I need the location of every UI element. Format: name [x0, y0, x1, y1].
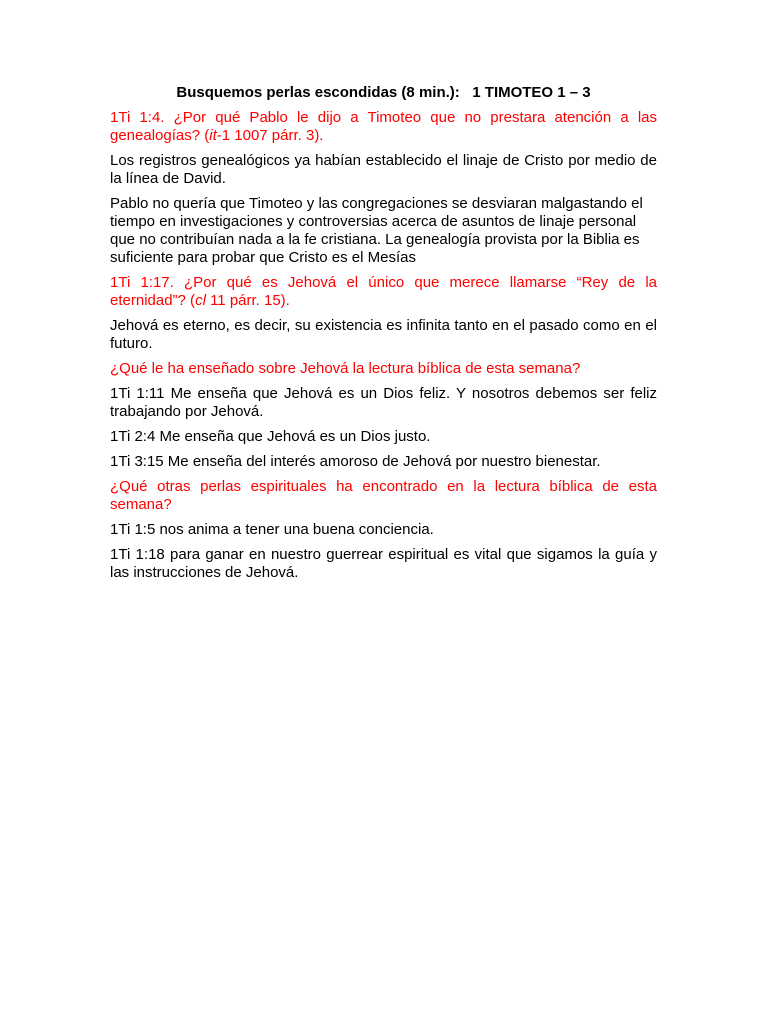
question-1-text: 1Ti 1:4. ¿Por qué Pablo le dijo a Timoteo que no prestara atención a las genealogías? (	[110, 109, 657, 144]
answer-1: Los registros genealógicos ya habían establecido el linaje de Cristo por medio de la línea de David.	[110, 152, 657, 187]
answer-4: 1Ti 1:11 Me enseña que Jehová es un Dios feliz. Y nosotros debemos ser feliz trabajando por Jehová.	[110, 385, 657, 420]
question-3: ¿Qué le ha enseñado sobre Jehová la lectura bíblica de esta semana?	[110, 360, 581, 377]
page-title: Busquemos perlas escondidas (8 min.): 1 TIMOTEO 1 – 3	[176, 84, 591, 101]
question-1-tail: -1 1007 párr. 3).	[216, 127, 324, 144]
answer-8: 1Ti 1:18 para ganar en nuestro guerrear espiritual es vital que sigamos la guía y las instrucciones de Jehová.	[110, 546, 657, 581]
question-2-text: 1Ti 1:17. ¿Por qué es Jehová el único que merece llamarse “Rey de la eternidad”? (	[110, 274, 657, 309]
answer-3: Jehová es eterno, es decir, su existencia es infinita tanto en el pasado como en el futuro.	[110, 317, 657, 352]
question-2	[110, 274, 657, 310]
answer-5: 1Ti 2:4 Me enseña que Jehová es un Dios justo.	[110, 428, 431, 445]
question-2-tail: 11 párr. 15).	[205, 292, 290, 309]
document-page	[110, 84, 657, 589]
answer-6: 1Ti 3:15 Me enseña del interés amoroso de Jehová por nuestro bienestar.	[110, 453, 601, 470]
answer-2: Pablo no quería que Timoteo y las congregaciones se desviaran malgastando el tiempo en investigaciones y controversias acerca de asuntos de linaje personal que no contribuían nada a la fe cristiana. La genealogía provista por la Biblia es suficiente para probar que Cristo es el Mesías	[110, 195, 643, 266]
question-4: ¿Qué otras perlas espirituales ha encontrado en la lectura bíblica de esta semana?	[110, 478, 657, 513]
question-1	[110, 109, 657, 145]
answer-7: 1Ti 1:5 nos anima a tener una buena conciencia.	[110, 521, 434, 538]
question-1-ref: it	[209, 127, 217, 144]
question-2-ref: cl	[195, 292, 206, 309]
